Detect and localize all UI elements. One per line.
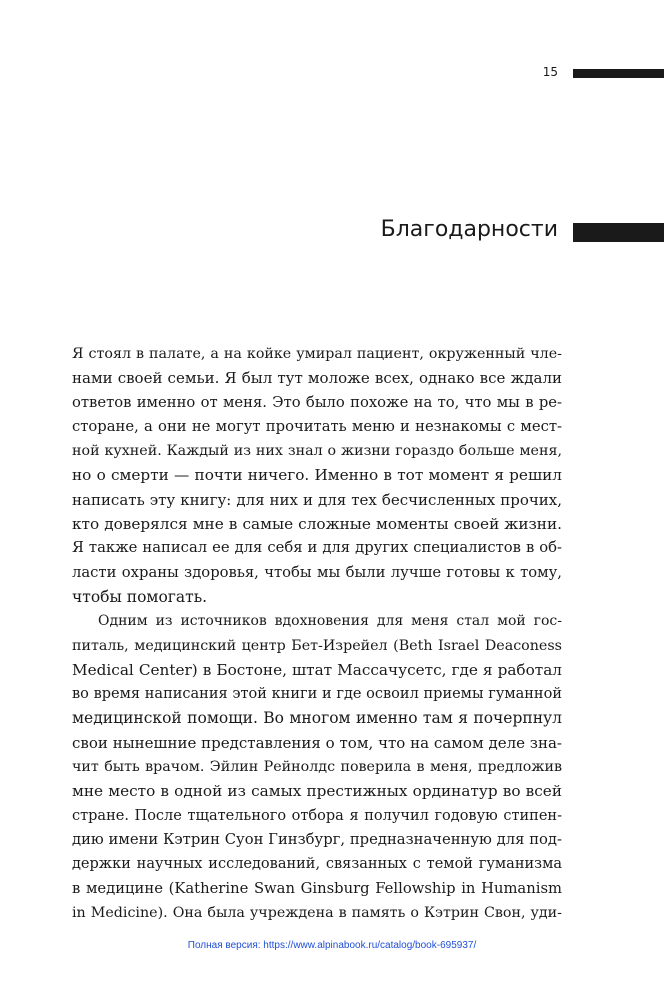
body-line: во время написания этой книги и где освоил приемы гуманной — [72, 686, 562, 703]
body-line: Medical Center) в Бостоне, штат Массачусетс, где я работал — [72, 660, 562, 679]
body-line: медицинской помощи. Во многом именно там я почерпнул — [72, 709, 562, 728]
title-bar — [573, 223, 664, 242]
body-line: питаль, медицинский центр Бет-Изрейел (Beth Israel Deaconess — [72, 637, 562, 654]
body-line: но о смерти — почти ничего. Именно в тот момент я решил — [72, 466, 562, 485]
full-version-link[interactable]: Полная версия: https://www.alpinabook.ru/catalog/book-695937/ — [187, 940, 477, 951]
body-line: чит быть врачом. Эйлин Рейнолдс поверила в меня, предложив — [72, 759, 562, 776]
chapter-title: Благодарности — [380, 217, 558, 242]
body-line: Я стоял в палате, а на койке умирал пациент, окруженный чле- — [72, 346, 562, 362]
body-line: написать эту книгу: для них и для тех бесчисленных прочих, — [72, 490, 562, 509]
body-line: стране. После тщательного отбора я получил годовую стипен- — [72, 807, 562, 824]
body-text — [72, 342, 562, 925]
body-line: сторане, а они не могут прочитать меню и незнакомы с мест- — [72, 417, 562, 435]
body-line: чтобы помогать. — [72, 587, 208, 606]
body-line: ласти охраны здоровья, чтобы мы были лучше готовы к тому, — [72, 563, 562, 581]
body-line: ответов именно от меня. Это было похоже на то, что мы в ре- — [72, 393, 562, 411]
body-line: мне место в одной из самых престижных ординатур во всей — [72, 782, 562, 801]
body-line: Я также написал ее для себя и для других специалистов в об- — [72, 539, 562, 557]
header-bar — [573, 69, 664, 78]
body-line: ной кухней. Каждый из них знал о жизни гораздо больше меня, — [72, 443, 562, 460]
body-line: кто доверялся мне в самые сложные моменты своей жизни. — [72, 515, 562, 534]
body-line: свои нынешние представления о том, что на самом деле зна- — [72, 733, 562, 752]
body-line: в медицине (Katherine Swan Ginsburg Fellowship in Humanism — [72, 879, 562, 897]
body-line: держки научных исследований, связанных с темой гуманизма — [72, 856, 562, 873]
page-number: 15 — [542, 65, 558, 79]
body-line: Одним из источников вдохновения для меня стал мой гос- — [98, 613, 562, 630]
body-line: in Medicine). Она была учреждена в память о Кэтрин Свон, уди- — [72, 904, 562, 921]
body-line: дию имени Кэтрин Суон Гинзбург, предназначенную для под- — [72, 830, 562, 848]
body-line: нами своей семьи. Я был тут моложе всех, однако все ждали — [72, 369, 562, 388]
